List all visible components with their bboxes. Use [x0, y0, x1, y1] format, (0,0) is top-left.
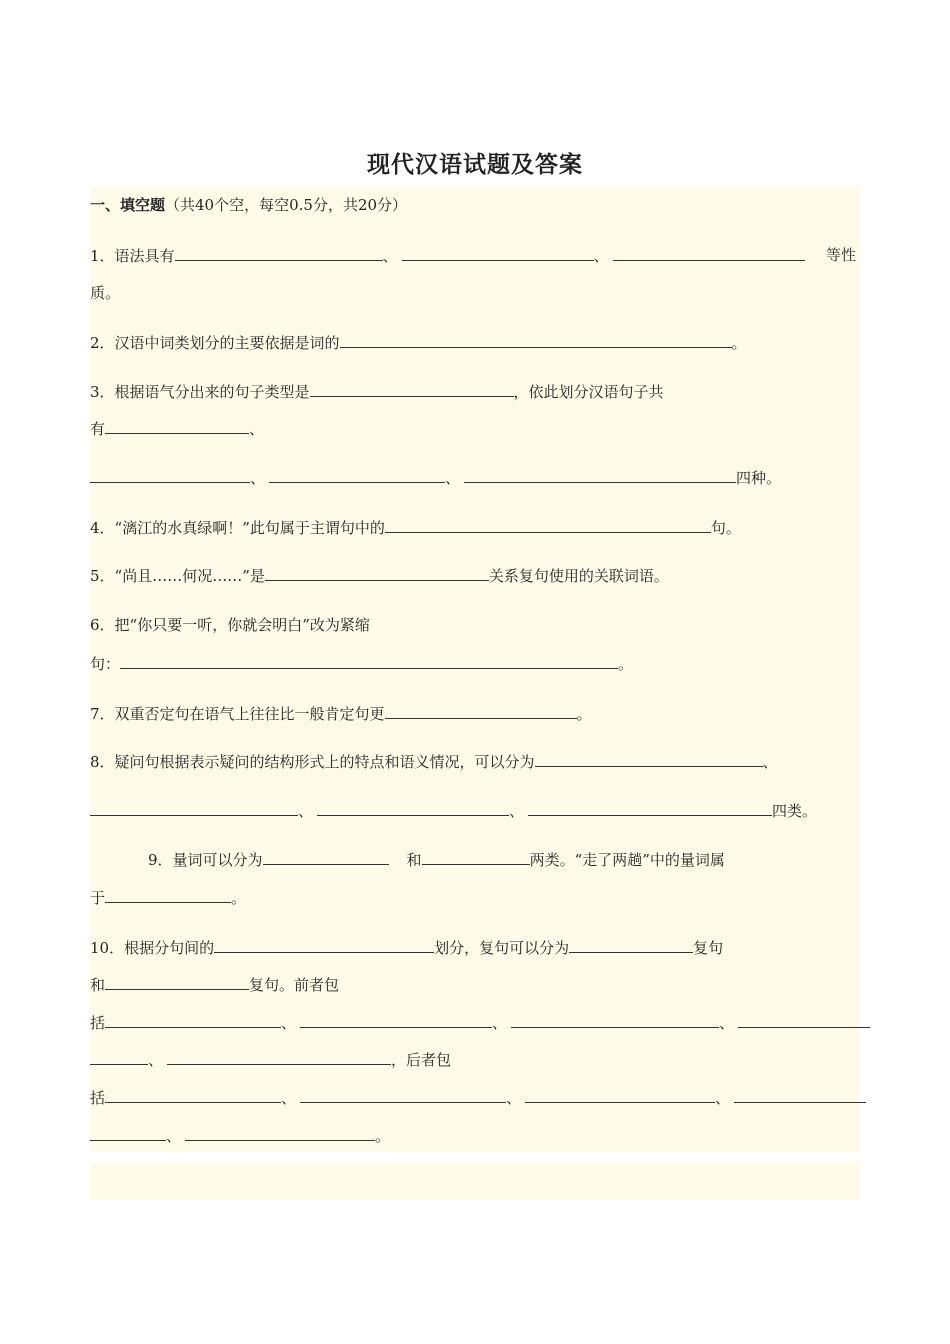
question-10-line5: [90, 1086, 866, 1109]
q10-sep-c: 、: [719, 1014, 735, 1032]
question-3-line3: [90, 466, 781, 489]
q3-cont: 有: [90, 420, 106, 438]
answer-blank[interactable]: [734, 1086, 866, 1103]
q9-mid2: 两类。“走了两趟”中的量词属: [529, 851, 725, 869]
q3-mid: ，依此划分汉语句子共: [513, 383, 664, 401]
section-note: （共40个空，每空0.5分，共20分）: [165, 196, 408, 214]
answer-panel: [90, 1162, 860, 1200]
question-7: [90, 702, 592, 725]
question-8-cont: [90, 799, 817, 822]
q7-end: 。: [576, 705, 592, 723]
answer-blank[interactable]: [317, 799, 509, 816]
q10-cont2: 括: [90, 1014, 106, 1032]
q10-sep-a: 、: [281, 1014, 297, 1032]
answer-blank[interactable]: [105, 1011, 281, 1028]
answer-blank[interactable]: [90, 1048, 148, 1065]
question-9: [148, 848, 725, 871]
answer-blank[interactable]: [90, 799, 298, 816]
q10-sep-d: 、: [148, 1051, 164, 1069]
q5-text: 5．“尚且……何况……”是: [90, 567, 265, 585]
q1-end: 等性: [826, 246, 857, 264]
answer-blank[interactable]: [90, 1124, 166, 1141]
question-6-cont: [90, 652, 633, 675]
answer-blank[interactable]: [105, 1086, 281, 1103]
answer-blank[interactable]: [385, 516, 711, 533]
answer-blank[interactable]: [402, 244, 594, 261]
answer-blank[interactable]: [300, 1086, 506, 1103]
q1-sep1: 、: [382, 247, 398, 265]
q10-cont3: 括: [90, 1089, 106, 1107]
q3-sep2: 、: [250, 469, 266, 487]
q2-end: 。: [731, 334, 747, 352]
answer-blank[interactable]: [525, 1086, 715, 1103]
question-6: 6．把“你只要一听，你就会明白”改为紧缩: [90, 616, 370, 634]
answer-blank[interactable]: [535, 750, 763, 767]
q10-end: 。: [375, 1127, 391, 1145]
q7-text: 7．双重否定句在语气上往往比一般肯定句更: [90, 705, 385, 723]
answer-blank[interactable]: [265, 564, 489, 581]
answer-blank[interactable]: [464, 466, 736, 483]
page-title: 现代汉语试题及答案: [367, 151, 583, 178]
section-heading: [90, 194, 407, 216]
answer-blank[interactable]: [385, 702, 577, 719]
question-8: [90, 750, 778, 773]
q10-mid4: ，后者包: [391, 1051, 452, 1069]
q8-text: 8．疑问句根据表示疑问的结构形式上的特点和语义情况，可以分为: [90, 753, 535, 771]
answer-blank[interactable]: [263, 848, 389, 865]
question-10-line3: [90, 1011, 870, 1034]
q10-mid3: 复句。前者包: [249, 976, 340, 994]
q6-cont: 句：: [90, 655, 121, 673]
q8-end: 四类。: [772, 802, 818, 820]
answer-blank[interactable]: [511, 1011, 719, 1028]
q1-cont: 质。: [90, 284, 121, 302]
q3-sep: 、: [249, 420, 265, 438]
q3-end: 四种。: [736, 469, 782, 487]
q10-sep-g: 、: [715, 1089, 731, 1107]
q10-cont: 和: [90, 976, 106, 994]
answer-blank[interactable]: [269, 466, 445, 483]
question-10-line4: [90, 1048, 451, 1071]
answer-blank[interactable]: [300, 1011, 492, 1028]
q8-sep: 、: [762, 753, 778, 771]
q1-sep2: 、: [593, 247, 609, 265]
q8-sep2: 、: [298, 802, 314, 820]
question-10-line2: [90, 973, 339, 996]
question-2: [90, 331, 747, 354]
question-4: [90, 516, 741, 539]
answer-blank[interactable]: [105, 973, 249, 990]
answer-blank[interactable]: [214, 936, 434, 953]
answer-blank[interactable]: [105, 417, 249, 434]
answer-blank[interactable]: [105, 886, 231, 903]
answer-blank[interactable]: [90, 466, 250, 483]
q5-end: 关系复句使用的关联词语。: [488, 567, 669, 585]
answer-blank[interactable]: [120, 652, 618, 669]
q1-text: 1．语法具有: [90, 247, 175, 265]
question-10-line6: [90, 1124, 390, 1147]
answer-blank[interactable]: [613, 244, 805, 261]
q10-mid2: 复句: [693, 939, 724, 957]
answer-blank[interactable]: [422, 848, 530, 865]
q6-end: 。: [618, 655, 634, 673]
question-5: [90, 564, 669, 587]
question-10: [90, 936, 723, 959]
q10-mid: 划分，复句可以分为: [434, 939, 570, 957]
question-3-cont: [90, 417, 264, 440]
q8-sep3: 、: [509, 802, 525, 820]
q3-text: 3．根据语气分出来的句子类型是: [90, 383, 310, 401]
answer-blank[interactable]: [569, 936, 693, 953]
question-9-cont: [90, 886, 246, 909]
q9-text: 9．量词可以分为: [148, 851, 263, 869]
answer-blank[interactable]: [185, 1124, 375, 1141]
answer-blank[interactable]: [175, 244, 383, 261]
q10-text: 10．根据分句间的: [90, 939, 215, 957]
answer-blank[interactable]: [528, 799, 772, 816]
answer-blank[interactable]: [340, 331, 732, 348]
q4-text: 4．“漓江的水真绿啊！”此句属于主谓句中的: [90, 519, 385, 537]
q3-sep3: 、: [445, 469, 461, 487]
q4-end: 句。: [710, 519, 741, 537]
answer-blank[interactable]: [310, 380, 514, 397]
q9-mid: 和: [406, 851, 422, 869]
q9-end: 。: [231, 889, 247, 907]
q2-text: 2．汉语中词类划分的主要依据是词的: [90, 334, 340, 352]
q10-sep-e: 、: [281, 1089, 297, 1107]
q10-sep-b: 、: [492, 1014, 508, 1032]
question-1: [90, 244, 805, 267]
q10-sep-f: 、: [506, 1089, 522, 1107]
q10-sep-h: 、: [166, 1127, 182, 1145]
question-3: [90, 380, 664, 403]
q9-cont: 于: [90, 889, 106, 907]
answer-blank[interactable]: [738, 1011, 870, 1028]
section-title: 一、填空题: [90, 196, 166, 214]
answer-blank[interactable]: [167, 1048, 391, 1065]
